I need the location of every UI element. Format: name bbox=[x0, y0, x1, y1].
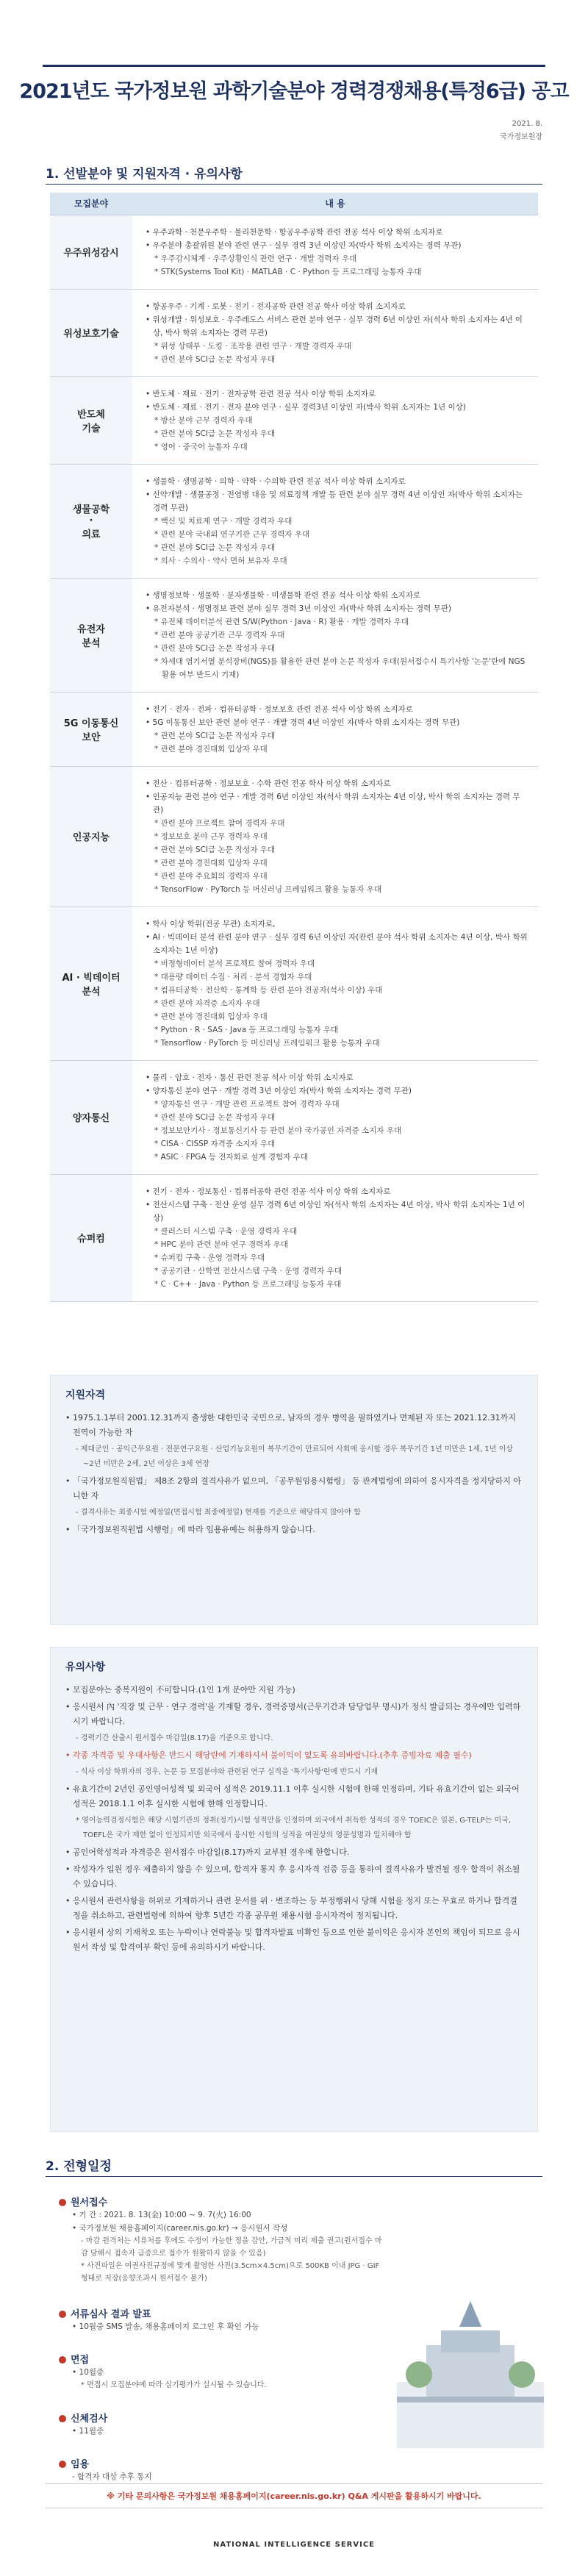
notice-item: • 모집분야는 중복지원이 不可합니다.(1인 1개 분야만 지원 가능) bbox=[65, 1685, 295, 1695]
notice-body bbox=[65, 1683, 523, 1957]
schedule-step-label: 면접 bbox=[71, 2355, 90, 2366]
notice-item: • 유효기간이 2년인 공인영어성적 및 외국어 성적은 2019.11.1 이후 실시한 시험에 한해 인정하며, 기타 유효기간이 없는 외국어 성적은 2018.1.1 이후 실시한 시험에 한해 인정합니다. bbox=[65, 1784, 520, 1808]
requirement-line: • 학사 이상 학위(전공 무관) 소지자로, bbox=[146, 919, 276, 929]
preference-line: * 정보보호 분야 근무 경력자 우대 bbox=[154, 831, 268, 841]
preference-line: * TensorFlow · PyTorch 등 머신러닝 프레임워크 활용 능통자 우대 bbox=[154, 884, 382, 894]
preference-line: * 관련 분야 SCI급 논문 작성자 우대 bbox=[154, 1112, 276, 1122]
preference-line: * 관련 분야 주요회의 경력자 우대 bbox=[154, 871, 268, 881]
field-name: 위성보호기술 bbox=[50, 289, 132, 376]
preference-line: * 관련 분야 SCI급 논문 작성자 우대 bbox=[154, 429, 276, 438]
notice-item: • 작성자가 입원 경우 제출하지 않을 수 있으며, 합격자 통지 후 응시자격 검증 등을 통하여 결격사유가 발견될 경우 합격이 취소될 수 있습니다. bbox=[65, 1864, 520, 1889]
preference-line: * 비정형데이터 분석 프로젝트 참여 경력자 우대 bbox=[154, 959, 315, 968]
requirement-line: • 물리 · 암호 · 전자 · 통신 관련 전공 석사 이상 학위 소지자로 bbox=[146, 1073, 354, 1082]
preference-line: * HPC 분야 관련 분야 연구 경력자 우대 bbox=[154, 1239, 289, 1249]
notice-item: • 응시원서 관련사항을 허위로 기재하거나 관련 문서를 위 · 변조하는 등 부정행위시 당해 시험을 정지 또는 무효로 하거나 합격결정을 취소하고, 관련법령에 의하여 향후 5년간 각종 공무원 채용시험 응시자격이 정지됩니다. bbox=[65, 1896, 517, 1920]
bullet-icon bbox=[59, 2356, 66, 2364]
preference-line: * 관련 분야 SCI급 논문 작성자 우대 bbox=[154, 643, 276, 653]
notice-item: - 석사 이상 학위자의 경우, 논문 등 모집분야와 관련된 연구 실적을 '특기사항'란에 반드시 기재 bbox=[76, 1768, 379, 1776]
requirement-line: • 반도체 · 재료 · 전기 · 전자 분야 연구 · 실무 경력3년 이상인 자(박사 학위 소지자는 1년 이상) bbox=[146, 402, 466, 412]
table-row bbox=[50, 1060, 538, 1174]
field-name: 인공지능 bbox=[50, 766, 132, 906]
table-header-row bbox=[50, 193, 538, 215]
section-1-title: 1. 선발분야 및 지원자격 · 유의사항 bbox=[46, 167, 243, 182]
schedule-step-label: 서류심사 결과 발표 bbox=[71, 2309, 151, 2320]
positions-table bbox=[50, 193, 538, 1302]
requirement-line: • 전산 · 컴퓨터공학 · 정보보호 · 수학 관련 전공 학사 이상 학위 소지자로 bbox=[146, 779, 391, 788]
field-name: 우주위성감시 bbox=[50, 215, 132, 289]
date-block bbox=[500, 118, 542, 144]
notice-item: • 응시원서 內 '직장 및 근무 · 연구 경력'을 기재할 경우, 경력증명서(근무기간과 담당업무 명시)가 정식 발급되는 경우에만 입력하시기 바랍니다. bbox=[65, 1702, 521, 1726]
field-content bbox=[132, 692, 538, 766]
schedule-detail: • 11월중 bbox=[72, 2427, 104, 2436]
qualification-item: • 「국가정보원직원법」 제8조 2항의 결격사유가 없으며, 「공무원임용시험령」 등 관계법령에 의하여 응시자격을 정지당하지 아니한 자 bbox=[65, 1476, 521, 1500]
requirement-line: • 우주과학 · 천문우주학 · 물리천문학 · 항공우주공학 관련 전공 석사 이상 학위 소지자로 bbox=[146, 227, 443, 237]
footer-note: ※ 기타 문의사항은 국가정보원 채용홈페이지(career.nis.go.kr) Q&A 게시판을 활용하시기 바랍니다. bbox=[46, 2483, 542, 2508]
notice-title: 유의사항 bbox=[65, 1661, 106, 1673]
qualification-item: • 1975.1.1부터 2001.12.31까지 출생한 대한민국 국민으로, 남자의 경우 병역을 필하였거나 면제된 자 또는 2021.12.31까지 전역이 가능한 자 bbox=[65, 1413, 516, 1437]
header-content: 내 용 bbox=[132, 193, 538, 215]
qualification-body bbox=[65, 1411, 523, 1539]
preference-line: * 슈퍼컴 구축 · 운영 경력자 우대 bbox=[154, 1253, 265, 1262]
schedule-step-title bbox=[59, 2456, 544, 2470]
table-row bbox=[50, 906, 538, 1060]
preference-line: * 관련 분야 SCI급 논문 작성자 우대 bbox=[154, 354, 276, 364]
field-content bbox=[132, 906, 538, 1060]
preference-line: * ASIC · FPGA 등 전자회로 설계 경험자 우대 bbox=[154, 1152, 308, 1162]
field-content bbox=[132, 289, 538, 376]
notice-item: • 각종 자격증 및 우대사항은 반드시 해당란에 기재하셔서 불이익이 없도록 유의바랍니다.(추후 증빙자료 제출 필수) bbox=[65, 1750, 472, 1760]
preference-line: * 백신 및 치료제 연구 · 개발 경력자 우대 bbox=[154, 516, 293, 526]
preference-line: * 관련 분야 공공기관 근무 경력자 우대 bbox=[154, 630, 285, 640]
field-name: 반도체 기술 bbox=[50, 376, 132, 464]
notice-item: * 영어능력검정시험은 해당 시험기관의 정취(정기)시험 성적만을 인정하며 외국에서 취득한 성적의 경우 TOEIC은 일본, G-TELP는 미국, TOEFL은 국가 제한 없이 인정되지만 외국에서 응시한 시험의 성적을 여권상의 영문성명과 일치해야 함 bbox=[76, 1817, 512, 1839]
qualification-item: • 「국가정보원직원법 시행령」에 따라 임용유예는 허용하지 않습니다. bbox=[65, 1525, 315, 1534]
footer: NATIONAL INTELLIGENCE SERVICE bbox=[213, 2541, 375, 2549]
preference-line: * C · C++ · Java · Python 등 프로그래밍 능통자 우대 bbox=[154, 1279, 342, 1289]
notice-item: - 경력기간 산출시 원서접수 마감일(8.17)을 기준으로 합니다. bbox=[76, 1734, 273, 1742]
preference-line: * 정보보안기사 · 정보통신기사 등 관련 분야 국가공인 자격증 소지자 우대 bbox=[154, 1126, 402, 1135]
qualification-title: 지원자격 bbox=[65, 1389, 106, 1401]
preference-line: * 컴퓨터공학 · 전산학 · 통계학 등 관련 분야 전공자(석사 이상) 우대 bbox=[154, 985, 383, 995]
bullet-icon bbox=[59, 2461, 66, 2468]
schedule-detail: - 합격자 대상 추후 통지 bbox=[72, 2472, 152, 2481]
section-2-title: 2. 전형일정 bbox=[46, 2159, 112, 2174]
preference-line: * 의사 · 수의사 · 약사 면허 보유자 우대 bbox=[154, 556, 287, 565]
schedule-step-label: 임용 bbox=[71, 2459, 90, 2470]
requirement-line: • 전산시스템 구축 · 전산 운영 실무 경력 6년 이상인 자(석사 학위 소지자는 4년 이상, 박사 학위 소지자는 1년 이상) bbox=[146, 1200, 526, 1223]
preference-line: * 관련 분야 프로젝트 참여 경력자 우대 bbox=[154, 818, 285, 828]
preference-line: * CISA · CISSP 자격증 소지자 우대 bbox=[154, 1139, 276, 1148]
preference-line: * 관련 분야 경진대회 입상자 우대 bbox=[154, 1012, 268, 1021]
section-1-rule bbox=[46, 184, 542, 185]
notice-item: • 공인어학성적과 자격증은 원서접수 마감일(8.17)까지 교부된 경우에 한합니다. bbox=[65, 1847, 350, 1857]
schedule-step bbox=[59, 2194, 544, 2285]
preference-line: * 대용량 데이터 수집 · 처리 · 분석 경험자 우대 bbox=[154, 972, 312, 981]
schedule-detail: • 기 간 : 2021. 8. 13(金) 10:00 ~ 9. 7(火) 16:00 bbox=[72, 2211, 251, 2219]
bullet-icon bbox=[59, 2199, 66, 2206]
table-row bbox=[50, 1174, 538, 1301]
top-rule bbox=[43, 65, 545, 67]
preference-line: * 유전체 데이터분석 관련 S/W(Python · Java · R) 활용 · 개발 경력자 우대 bbox=[154, 617, 409, 626]
requirement-line: • 전기 · 전자 · 정보통신 · 컴퓨터공학 관련 전공 석사 이상 학위 소지자로 bbox=[146, 1187, 391, 1196]
table-body bbox=[50, 215, 538, 1301]
table-row bbox=[50, 215, 538, 289]
requirement-line: • 생명정보학 · 생물학 · 분자생물학 · 미생물학 관련 전공 석사 이상 학위 소지자로 bbox=[146, 590, 421, 600]
schedule-detail: • 10월중 bbox=[72, 2368, 104, 2377]
qualification-item: - 결격사유는 최종시험 예정일(면접시험 최종예정일) 현재를 기준으로 해당하지 않아야 함 bbox=[76, 1509, 361, 1517]
preference-line: * 공공기관 · 산학연 전산시스템 구축 · 운영 경력자 우대 bbox=[154, 1266, 342, 1276]
field-name: 유전자 분석 bbox=[50, 578, 132, 692]
requirement-line: • 양자통신 분야 연구 · 개발 경력 3년 이상인 자(박사 학위 소지자는 경력 무관) bbox=[146, 1086, 412, 1095]
field-name: 양자통신 bbox=[50, 1060, 132, 1174]
qualification-item: - 제대군인 · 공익근무요원 · 전문연구요원 · 산업기능요원이 복무기간이 만료되어 사회에 응시할 경우 복무기간 1년 미만은 1세, 1년 이상~2년 미만은 2세, 2년 이상은 3세 연장 bbox=[76, 1445, 513, 1468]
bullet-icon bbox=[59, 2415, 66, 2422]
field-name: 생물공학 · 의료 bbox=[50, 464, 132, 578]
preference-line: * 관련 분야 국내외 연구기관 근무 경력자 우대 bbox=[154, 529, 310, 539]
schedule-step-label: 원서접수 bbox=[71, 2197, 108, 2208]
table-row bbox=[50, 766, 538, 906]
preference-line: * Python · R · SAS · Java 등 프로그래밍 능통자 우대 bbox=[154, 1025, 339, 1034]
preference-line: * 관련 분야 자격증 소지자 우대 bbox=[154, 998, 260, 1008]
table-row bbox=[50, 376, 538, 464]
schedule-detail: • 국가정보원 채용홈페이지(career.nis.go.kr) → 응시원서 작성 bbox=[72, 2224, 288, 2233]
nis-building-image bbox=[397, 2286, 544, 2448]
requirement-line: • 생물학 · 생명공학 · 의학 · 약학 · 수의학 관련 전공 석사 이상 학위 소지자로 bbox=[146, 476, 406, 486]
field-content bbox=[132, 215, 538, 289]
preference-line: * 관련 분야 SCI급 논문 작성자 우대 bbox=[154, 731, 276, 740]
schedule-step-title bbox=[59, 2194, 544, 2208]
section-2-rule bbox=[46, 2176, 542, 2177]
qualification-box bbox=[50, 1375, 538, 1625]
schedule-detail: * 면접시 모집분야에 따라 실기평가가 실시될 수 있습니다. bbox=[81, 2381, 267, 2389]
requirement-line: • AI · 빅데이터 분석 관련 분야 연구 · 실무 경력 6년 이상인 자(관련 분야 석사 학위 소지자는 4년 이상, 박사 학위 소지자는 1년 이상) bbox=[146, 932, 528, 955]
preference-line: * 방산 분야 근무 경력자 우대 bbox=[154, 415, 253, 425]
schedule-detail: • 10월중 SMS 발송, 채용홈페이지 로그인 후 확인 가능 bbox=[72, 2322, 259, 2331]
schedule-step bbox=[59, 2456, 544, 2483]
requirement-line: • 우주분야 총괄위원 분야 관련 연구 · 실무 경력 3년 이상인 자(박사 학위 소지자는 경력 무관) bbox=[146, 240, 462, 250]
requirement-line: • 전기 · 전자 · 전파 · 컴퓨터공학 · 정보보호 관련 전공 석사 이상 학위 소지자로 bbox=[146, 704, 413, 714]
table-row bbox=[50, 464, 538, 578]
requirement-line: • 신약개발 · 생물공정 · 전염병 대응 및 의료정책 개발 등 관련 분야 실무 경력 4년 이상인 자(박사 학위 소지자는 경력 무관) bbox=[146, 490, 523, 512]
field-content bbox=[132, 1060, 538, 1174]
header-field: 모집분야 bbox=[50, 193, 132, 215]
preference-line: * 관련 분야 SCI급 논문 작성자 우대 bbox=[154, 845, 276, 854]
requirement-line: • 유전자분석 · 생명정보 관련 분야 실무 경력 3년 이상인 자(박사 학위 소지자는 경력 무관) bbox=[146, 604, 451, 613]
field-name: AI · 빅데이터 분석 bbox=[50, 906, 132, 1060]
schedule-step-label: 신체검사 bbox=[71, 2414, 108, 2425]
preference-line: * 양자통신 연구 · 개발 관련 프로젝트 참여 경력자 우대 bbox=[154, 1099, 340, 1109]
table-row bbox=[50, 289, 538, 376]
field-content bbox=[132, 578, 538, 692]
page-title: 2021년도 국가정보원 과학기술분야 경력경쟁채용(특정6급) 공고 bbox=[19, 80, 569, 103]
requirement-line: • 5G 이동통신 보안 관련 분야 연구 · 개발 경력 4년 이상인 자(박사 학위 소지자는 경력 무관) bbox=[146, 718, 460, 727]
field-content bbox=[132, 766, 538, 906]
field-content bbox=[132, 1174, 538, 1301]
field-content bbox=[132, 464, 538, 578]
notice-item: • 응시원서 상의 기재착오 또는 누락이나 연락불능 및 합격자발표 미확인 등으로 인한 불이익은 응시자 본인의 책임이 되므로 응시원서 작성 및 합격여부 확인 등에 유의하시기 바랍니다. bbox=[65, 1928, 520, 1952]
preference-line: * 우주감시체계 · 우주상황인식 관련 연구 · 개발 경력자 우대 bbox=[154, 254, 357, 263]
field-name: 5G 이동통신 보안 bbox=[50, 692, 132, 766]
table-row bbox=[50, 578, 538, 692]
preference-line: * 차세대 염기서열 분석장비(NGS)를 활용한 관련 분야 논문 작성자 우대(원서접수시 특기사항 '논문'란에 NGS 활용 여부 반드시 기재) bbox=[154, 656, 526, 679]
preference-line: * Tensorflow · PyTorch 등 머신러닝 프레임워크 활용 능통자 우대 bbox=[154, 1038, 380, 1048]
preference-line: * 관련 분야 경진대회 입상자 우대 bbox=[154, 744, 268, 754]
field-name: 슈퍼컴 bbox=[50, 1174, 132, 1301]
field-content bbox=[132, 376, 538, 464]
issue-date: 2021. 8. bbox=[512, 120, 542, 128]
schedule-detail: - 마감 원격처는 서류처를 후에도 수정이 가능한 정을 감안, 가급적 미리 제출 권고(원서접수 마감 당해시 접속자 급증으로 접수가 원활하지 않을 수 있음) bbox=[81, 2237, 382, 2258]
preference-line: * 위성 상태부 · 도킹 · 조작용 관련 연구 · 개발 경력자 우대 bbox=[154, 341, 352, 351]
preference-line: * 영어 · 중국어 능통자 우대 bbox=[154, 442, 248, 451]
table-row bbox=[50, 692, 538, 766]
requirement-line: • 반도체 · 재료 · 전기 · 전자공학 관련 전공 석사 이상 학위 소지자로 bbox=[146, 389, 376, 398]
schedule-detail: * 사진파일은 여권사진규정에 맞게 촬영한 사진(3.5cm×4.5cm)으로 500KB 이내 JPG · GIF형태로 저장(응향조과시 원서접수 불가) bbox=[81, 2262, 380, 2283]
preference-line: * 관련 분야 SCI급 논문 작성자 우대 bbox=[154, 543, 276, 552]
notice-box bbox=[50, 1647, 538, 2132]
preference-line: * 클러스터 시스템 구축 · 운영 경력자 우대 bbox=[154, 1226, 298, 1236]
requirement-line: • 항공우주 · 기계 · 로봇 · 전기 · 전자공학 관련 전공 학사 이상 학위 소지자로 bbox=[146, 301, 406, 311]
requirement-line: • 위성개발 · 위성보호 · 우주레도스 서비스 관련 분야 연구 · 실무 경력 6년 이상인 자(석사 학위 소지자는 4년 이상, 박사 학위 소지자는 경력 무관) bbox=[146, 315, 523, 337]
issuer: 국가정보원장 bbox=[500, 133, 542, 141]
preference-line: * STK(Systems Tool Kit) · MATLAB · C · Python 등 프로그래밍 능통자 우대 bbox=[154, 267, 422, 276]
requirement-line: • 인공지능 관련 분야 연구 · 개발 경력 6년 이상인 자(석사 학위 소지자는 4년 이상, 박사 학위 소지자는 경력 무관) bbox=[146, 792, 520, 815]
bullet-icon bbox=[59, 2311, 66, 2318]
preference-line: * 관련 분야 경진대회 입상자 우대 bbox=[154, 858, 268, 867]
